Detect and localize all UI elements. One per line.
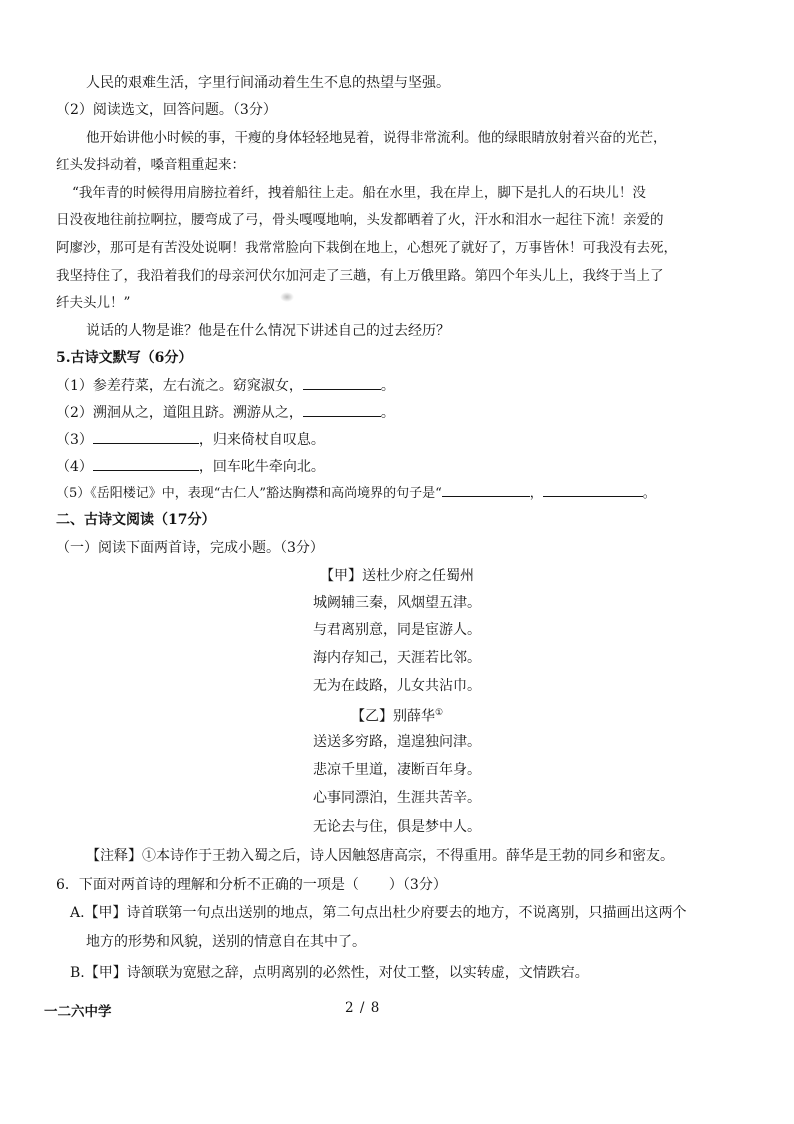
poem-jia-line: 与君离别意，同是宦游人。 (313, 622, 481, 638)
recite-item-1-end: 。 (380, 378, 395, 394)
passage-line: 红头发抖动着，嗓音粗重起来： (56, 157, 245, 173)
answer-blank[interactable] (93, 429, 199, 444)
passage-line: 日没夜地往前拉啊拉，腰弯成了弓，骨头嘎嘎地响，头发都晒着了火，汗水和泪水一起往下流！亲爱的 (56, 212, 664, 228)
poem-yi-title (0, 703, 794, 727)
question-6 (56, 875, 447, 895)
passage-line: 我坚持住了，我沿着我们的母亲河伏尔加河走了三趟，有上万俄里路。第四个年头儿上，我终于当上了 (56, 268, 664, 284)
answer-blank[interactable] (303, 402, 381, 417)
passage-line: 阿廖沙，那可是有苦没处说啊！我常常脸向下栽倒在地上，心想死了就好了，万事皆休！可我没有去死， (56, 240, 677, 256)
poem-yi-line: 悲凉千里道，凄断百年身。 (313, 762, 481, 778)
poem-yi-line: 无论去与住，俱是梦中人。 (313, 819, 481, 835)
recite-item-1 (56, 375, 395, 396)
annotation: 【注释】①本诗作于王勃入蜀之后，诗人因触怒唐高宗，不得重用。薛华是王勃的同乡和密友。 (86, 848, 674, 864)
recite-item-3 (56, 429, 325, 450)
recite-item-2-text: （2）溯洄从之，道阻且跻。溯游从之， (56, 405, 303, 421)
passage-line: 纤夫头儿！” (56, 295, 131, 311)
question-prompt: 说话的人物是谁？他是在什么情况下讲述自己的过去经历？ (86, 323, 450, 339)
recite-item-5-text: （5）《岳阳楼记》中，表现“古仁人”豁达胸襟和高尚境界的句子是“ (56, 486, 442, 501)
passage-line: 他开始讲他小时候的事，干瘦的身体轻轻地晃着，说得非常流利。他的绿眼睛放射着兴奋的光芒， (86, 130, 667, 146)
footer-school: 一二六中学 (44, 1004, 112, 1020)
scan-smudge (280, 292, 294, 302)
passage-intro-tail: 人民的艰难生活，字里行间涌动着生生不息的热望与坚强。 (86, 75, 450, 91)
recite-item-4-num: （4） (56, 459, 93, 475)
recite-item-4 (56, 456, 325, 477)
question-6-score: ）（3分） (388, 877, 447, 893)
poem-jia-line: 无为在歧路，儿女共沾巾。 (313, 678, 481, 694)
part-1-heading: （一）阅读下面两首诗，完成小题。（3分） (56, 540, 324, 556)
recite-item-3-num: （3） (56, 432, 93, 448)
recite-item-3-text: ，归来倚杖自叹息。 (198, 432, 325, 448)
poem-yi-line: 送送多穷路，遑遑独问津。 (313, 734, 481, 750)
note-marker: ① (434, 708, 444, 718)
passage-line: “我年青的时候得用肩膀拉着纤，拽着船往上走。船在水里，我在岸上，脚下是扎人的石块儿！没 (72, 185, 646, 201)
section-5-heading: 5.古诗文默写（6分） (56, 350, 193, 366)
recite-item-2-end: 。 (380, 405, 395, 421)
option-a-cont: 地方的形势和风貌，送别的情意自在其中了。 (86, 934, 366, 950)
recite-item-1-text: （1）参差荇菜，左右流之。窈窕淑女， (56, 378, 303, 394)
answer-blank[interactable] (543, 482, 643, 497)
recite-item-5 (56, 482, 656, 504)
poem-yi-title-text: 【乙】别薛华 (350, 708, 435, 725)
recite-item-5-end: 。 (642, 486, 656, 501)
section-2-heading: 二、古诗文阅读（17分） (56, 512, 216, 528)
poem-jia-line: 海内存知己，天涯若比邻。 (313, 650, 481, 666)
recite-item-2 (56, 402, 395, 423)
answer-blank[interactable] (303, 375, 381, 390)
poem-jia-line: 城阙辅三秦，风烟望五津。 (313, 595, 481, 611)
question-6-text: 6．下面对两首诗的理解和分析不正确的一项是（ (56, 877, 359, 893)
option-a: A.【甲】诗首联第一句点出送别的地点，第二句点出杜少府要去的地方，不说离别，只描画出这两个 (70, 905, 687, 921)
answer-blank[interactable] (442, 482, 530, 497)
poem-jia-title: 【甲】送杜少府之任蜀州 (320, 568, 474, 584)
poem-yi-line: 心事同漂泊，生涯共苦辛。 (313, 790, 481, 806)
page-number: 2 / 8 (345, 1000, 381, 1016)
recite-item-4-text: ，回车叱牛牵向北。 (198, 459, 325, 475)
question-4-2-heading: （2）阅读选文，回答问题。（3分） (56, 102, 277, 118)
answer-blank[interactable] (93, 456, 199, 471)
recite-item-5-comma: ， (529, 486, 543, 501)
option-b: B.【甲】诗颔联为宽慰之辞，点明离别的必然性，对仗工整，以实转虚，文情跌宕。 (70, 965, 589, 981)
